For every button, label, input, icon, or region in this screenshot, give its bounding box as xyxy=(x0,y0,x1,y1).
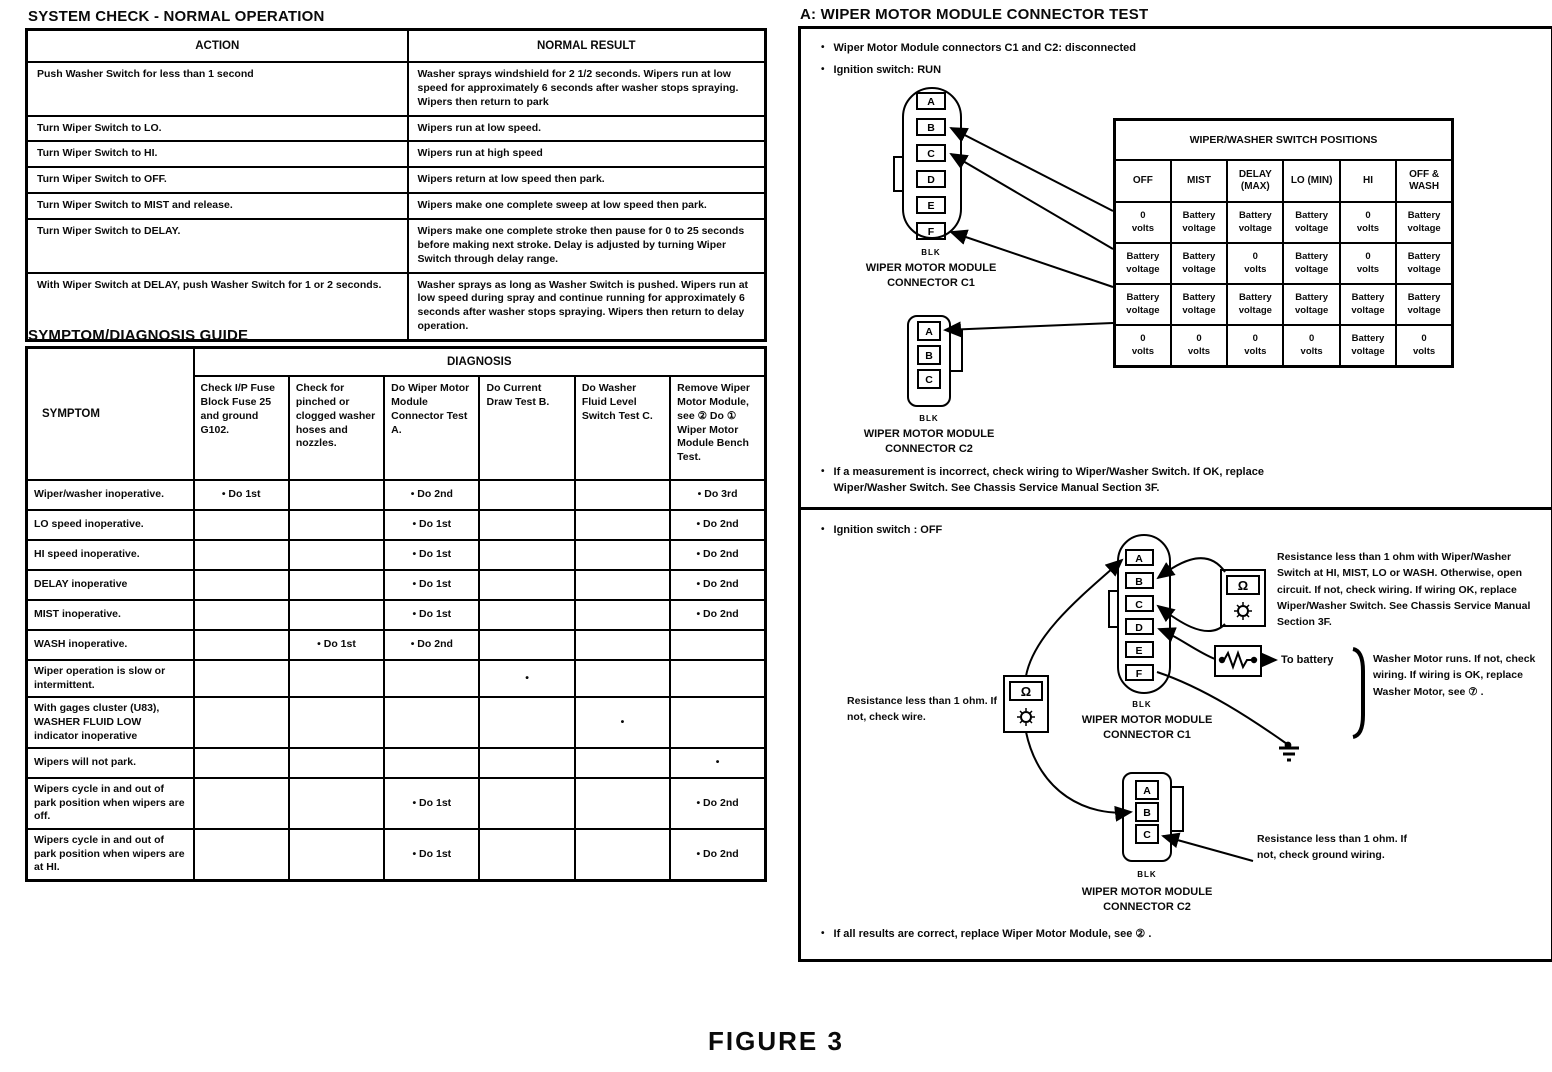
table-cell: Battery voltage xyxy=(1171,243,1227,284)
connector-c1-outline xyxy=(903,88,961,238)
table-cell: 0 volts xyxy=(1227,243,1283,284)
connector-c2-caption: WIPER MOTOR MODULE CONNECTOR C2 xyxy=(1081,886,1213,914)
table-cell: 0 volts xyxy=(1340,202,1396,243)
table-cell xyxy=(289,480,384,510)
measurement-note-text: If a measurement is incorrect, check wiring to Wiper/Washer Switch. If OK, replace Wiper/Washer Switch. See Chassis Service Manual Section 3F. xyxy=(833,466,1264,494)
switch-position-header: OFF xyxy=(1115,160,1171,202)
wire-b-to-table xyxy=(951,128,1113,211)
table-cell xyxy=(384,660,479,697)
pin-label: C xyxy=(1135,599,1143,611)
bullet-icon: • xyxy=(821,928,825,939)
connector-test-title: A: WIPER MOTOR MODULE CONNECTOR TEST xyxy=(800,6,1149,23)
pin-label: C xyxy=(925,374,933,386)
table-cell: Battery voltage xyxy=(1115,243,1171,284)
table-cell: 0 volts xyxy=(1115,325,1171,367)
table-cell xyxy=(194,778,289,829)
table-row xyxy=(27,219,766,273)
pin-label: A xyxy=(927,96,935,108)
pin-label: A xyxy=(925,326,933,338)
resistance-switch-note: Resistance less than 1 ohm with Wiper/Washer Switch at HI, MIST, LO or WASH. Otherwise, open circuit. If not, check wiring. If wiring OK, replace Wiper/Washer Switch. See Chassis Service Manual Section 3F. xyxy=(1277,551,1531,629)
table-cell xyxy=(194,510,289,540)
table-cell xyxy=(194,540,289,570)
bulb-rays xyxy=(1234,602,1252,620)
table-cell: Battery voltage xyxy=(1283,243,1339,284)
table-cell: Turn Wiper Switch to MIST and release. xyxy=(27,193,408,219)
ohm-symbol: Ω xyxy=(1020,684,1032,699)
table-cell: • Do 1st xyxy=(384,540,479,570)
table-cell: Battery voltage xyxy=(1396,284,1452,325)
table-cell xyxy=(289,570,384,600)
table-row xyxy=(27,570,766,600)
pin-label: F xyxy=(1135,668,1143,680)
table-cell xyxy=(575,570,670,600)
setup-bullet xyxy=(821,41,1136,57)
table-cell xyxy=(194,630,289,660)
table-cell: • Do 1st xyxy=(194,480,289,510)
table-cell: • Do 2nd xyxy=(670,600,765,630)
table-cell xyxy=(479,778,574,829)
table-cell xyxy=(479,829,574,880)
pin-label: B xyxy=(925,350,933,362)
final-note xyxy=(821,927,1151,943)
table-row xyxy=(27,660,766,697)
wire-c-to-table xyxy=(951,154,1113,249)
measurement-note xyxy=(821,465,1321,497)
table-cell xyxy=(479,570,574,600)
switch-position-header: OFF & WASH xyxy=(1396,160,1452,202)
table-cell xyxy=(575,829,670,880)
table-cell: • xyxy=(575,697,670,748)
pin-label: B xyxy=(1135,576,1143,588)
table-cell: WASH inoperative. xyxy=(27,630,194,660)
table-row xyxy=(27,778,766,829)
figure-caption: FIGURE 3 xyxy=(708,1026,844,1056)
table-cell: Wipers cycle in and out of park position when wipers are off. xyxy=(27,778,194,829)
symptom-diagnosis-table xyxy=(25,346,767,882)
pin-label: D xyxy=(1135,622,1143,634)
table-cell xyxy=(479,748,574,778)
table-cell: • xyxy=(479,660,574,697)
table-cell: • Do 2nd xyxy=(670,778,765,829)
table-row xyxy=(27,540,766,570)
table-cell xyxy=(575,660,670,697)
table-cell: Wipers will not park. xyxy=(27,748,194,778)
table-cell: 0 volts xyxy=(1283,325,1339,367)
diagnosis-column-header: Do Washer Fluid Level Switch Test C. xyxy=(575,376,670,480)
wire-c2a-to-table xyxy=(945,323,1113,330)
table-cell xyxy=(384,748,479,778)
to-battery-label: To battery xyxy=(1281,654,1334,666)
table-row xyxy=(27,630,766,660)
table-cell: 0 volts xyxy=(1171,325,1227,367)
switch-position-header: DELAY (MAX) xyxy=(1227,160,1283,202)
table-cell xyxy=(575,510,670,540)
table-cell: Wipers run at high speed xyxy=(408,141,766,167)
bulb-icon xyxy=(1238,606,1248,616)
table-cell xyxy=(289,778,384,829)
table-cell: DELAY inoperative xyxy=(27,570,194,600)
table-cell xyxy=(194,600,289,630)
table-cell: 0 volts xyxy=(1115,202,1171,243)
table-row xyxy=(27,141,766,167)
table-cell xyxy=(289,829,384,880)
table-cell: • Do 1st xyxy=(384,778,479,829)
connector-test-panel xyxy=(798,26,1552,962)
table-row xyxy=(27,116,766,142)
wire-ohmmeter-to-c2-pin-b xyxy=(1026,732,1131,813)
bulb-icon xyxy=(1021,712,1031,722)
table-cell: With gages cluster (U83), WASHER FLUID LOW indicator inoperative xyxy=(27,697,194,748)
table-cell xyxy=(194,829,289,880)
table-row xyxy=(1115,243,1453,284)
action-column-header: ACTION xyxy=(27,30,408,63)
switch-position-header: MIST xyxy=(1171,160,1227,202)
table-cell: Battery voltage xyxy=(1283,202,1339,243)
table-cell xyxy=(289,697,384,748)
resistance-ground-note: Resistance less than 1 ohm. If not, check ground wiring. xyxy=(1257,833,1407,862)
table-cell xyxy=(575,778,670,829)
table-cell xyxy=(479,540,574,570)
table-row xyxy=(27,748,766,778)
table-row xyxy=(1115,202,1453,243)
table-cell xyxy=(479,697,574,748)
table-cell: With Wiper Switch at DELAY, push Washer Switch for 1 or 2 seconds. xyxy=(27,273,408,341)
setup-bullet-text: Wiper Motor Module connectors C1 and C2: disconnected xyxy=(833,42,1136,54)
connector-c1-caption: WIPER MOTOR MODULE CONNECTOR C1 xyxy=(1081,714,1213,742)
table-cell xyxy=(575,748,670,778)
wire-ground-note-to-pin-c xyxy=(1163,836,1253,861)
switch-table-title: WIPER/WASHER SWITCH POSITIONS xyxy=(1115,120,1453,161)
table-row xyxy=(27,510,766,540)
table-cell: • Do 1st xyxy=(289,630,384,660)
table-cell: • Do 1st xyxy=(384,829,479,880)
table-header-row xyxy=(27,348,766,377)
table-cell: • Do 2nd xyxy=(670,829,765,880)
table-cell: Wipers make one complete sweep at low speed then park. xyxy=(408,193,766,219)
table-row xyxy=(27,62,766,116)
ohm-symbol: Ω xyxy=(1237,578,1249,593)
table-cell xyxy=(289,600,384,630)
table-row xyxy=(27,600,766,630)
table-cell: Battery voltage xyxy=(1227,284,1283,325)
table-cell: HI speed inoperative. xyxy=(27,540,194,570)
connector-c2-caption: WIPER MOTOR MODULE CONNECTOR C2 xyxy=(863,428,995,456)
table-cell: Battery voltage xyxy=(1340,284,1396,325)
table-cell: Battery voltage xyxy=(1340,325,1396,367)
table-cell: LO speed inoperative. xyxy=(27,510,194,540)
table-cell: • Do 2nd xyxy=(670,540,765,570)
pin-label: E xyxy=(1135,645,1143,657)
table-row xyxy=(27,697,766,748)
table-row xyxy=(27,480,766,510)
bulb-rays xyxy=(1017,708,1035,726)
bullet-icon: • xyxy=(821,524,825,535)
wire-color-label: BLK xyxy=(921,248,941,257)
table-cell xyxy=(289,540,384,570)
table-cell: • Do 1st xyxy=(384,600,479,630)
table-cell: Washer sprays windshield for 2 1/2 seconds. Wipers run at low speed for approximately 6 seconds after washer stops spraying. Wipers then return to park xyxy=(408,62,766,116)
wire-end-dot xyxy=(1286,743,1291,748)
table-cell xyxy=(194,570,289,600)
table-cell: Wipers run at low speed. xyxy=(408,116,766,142)
table-cell: • xyxy=(670,748,765,778)
table-cell xyxy=(479,480,574,510)
final-note-text: If all results are correct, replace Wiper Motor Module, see ② . xyxy=(833,928,1152,940)
table-cell: MIST inoperative. xyxy=(27,600,194,630)
system-check-title: SYSTEM CHECK - NORMAL OPERATION xyxy=(28,8,325,25)
table-cell: Turn Wiper Switch to HI. xyxy=(27,141,408,167)
table-row xyxy=(27,193,766,219)
setup-bullet xyxy=(821,63,941,79)
normal-result-column-header: NORMAL RESULT xyxy=(408,30,766,63)
table-header-row xyxy=(1115,160,1453,202)
pin-label: C xyxy=(1143,829,1151,841)
table-cell: Battery voltage xyxy=(1396,243,1452,284)
diagnosis-header: DIAGNOSIS xyxy=(194,348,766,377)
table-cell: Wiper operation is slow or intermittent. xyxy=(27,660,194,697)
table-cell: Battery voltage xyxy=(1115,284,1171,325)
pin-label: D xyxy=(927,174,935,186)
setup-bullet-text: Ignition switch: RUN xyxy=(833,64,942,76)
table-cell xyxy=(575,630,670,660)
bullet-icon: • xyxy=(821,466,825,477)
connector-c1-key-tab xyxy=(894,157,903,191)
connector-c1-caption: WIPER MOTOR MODULE CONNECTOR C1 xyxy=(865,262,997,290)
table-cell xyxy=(670,697,765,748)
table-cell xyxy=(670,630,765,660)
table-cell: Wipers return at low speed then park. xyxy=(408,167,766,193)
table-cell: Push Washer Switch for less than 1 second xyxy=(27,62,408,116)
table-cell: Battery voltage xyxy=(1171,202,1227,243)
table-cell: Battery voltage xyxy=(1396,202,1452,243)
table-cell: Turn Wiper Switch to DELAY. xyxy=(27,219,408,273)
table-cell: • Do 2nd xyxy=(384,480,479,510)
ground-icon xyxy=(1279,748,1299,760)
pin-label: C xyxy=(927,148,935,160)
table-cell: Wipers cycle in and out of park position when wipers are at HI. xyxy=(27,829,194,880)
diagnosis-column-header: Do Wiper Motor Module Connector Test A. xyxy=(384,376,479,480)
table-cell xyxy=(194,660,289,697)
table-cell: • Do 1st xyxy=(384,570,479,600)
washer-motor-note: Washer Motor runs. If not, check wiring. If wiring is OK, replace Washer Motor, see ⑦ . xyxy=(1373,653,1536,698)
pin-label: F xyxy=(927,226,935,238)
table-cell: • Do 2nd xyxy=(670,570,765,600)
table-cell xyxy=(194,748,289,778)
connector-c2-key-tab xyxy=(950,331,962,371)
table-cell xyxy=(384,697,479,748)
table-cell xyxy=(479,630,574,660)
resistor-zigzag xyxy=(1221,653,1251,667)
table-cell xyxy=(670,660,765,697)
connector-c1-key-tab xyxy=(1109,591,1118,627)
pin-label: A xyxy=(1143,785,1151,797)
table-cell: Wiper/washer inoperative. xyxy=(27,480,194,510)
ignition-off-text: Ignition switch : OFF xyxy=(833,524,943,536)
wire-color-label: BLK xyxy=(919,414,939,423)
diagnosis-column-header: Check I/P Fuse Block Fuse 25 and ground G102. xyxy=(194,376,289,480)
diagnosis-column-header: Check for pinched or clogged washer hoses and nozzles. xyxy=(289,376,384,480)
table-cell xyxy=(479,600,574,630)
wire-ohmmeter-to-pin-a xyxy=(1026,560,1122,676)
table-cell xyxy=(575,480,670,510)
system-check-table xyxy=(25,28,767,342)
symptom-guide-title: SYMPTOM/DIAGNOSIS GUIDE xyxy=(28,327,249,344)
wire-color-label: BLK xyxy=(1132,700,1152,709)
symptom-column-header: SYMPTOM xyxy=(27,348,194,481)
switch-positions-table xyxy=(1113,118,1454,368)
table-row xyxy=(1115,284,1453,325)
table-cell: 0 volts xyxy=(1227,325,1283,367)
table-row xyxy=(27,167,766,193)
table-cell xyxy=(575,540,670,570)
pin-label: B xyxy=(927,122,935,134)
table-cell: • Do 3rd xyxy=(670,480,765,510)
pin-label: A xyxy=(1135,553,1143,565)
terminal-dot xyxy=(1220,658,1224,662)
table-title-row xyxy=(1115,120,1453,161)
ignition-off-bullet xyxy=(821,523,942,539)
wire-resistor-to-pin-d xyxy=(1159,629,1215,659)
section-divider xyxy=(801,507,1551,510)
switch-position-header: HI xyxy=(1340,160,1396,202)
table-header-row xyxy=(27,30,766,63)
resistance-wire-note: Resistance less than 1 ohm. If not, check wire. xyxy=(847,695,997,724)
table-cell: Turn Wiper Switch to OFF. xyxy=(27,167,408,193)
table-row xyxy=(1115,325,1453,367)
table-cell: Battery voltage xyxy=(1171,284,1227,325)
bracket xyxy=(1353,649,1363,737)
table-cell xyxy=(575,600,670,630)
pin-label: B xyxy=(1143,807,1151,819)
diagnosis-column-header: Remove Wiper Motor Module, see ② Do ① Wiper Motor Module Bench Test. xyxy=(670,376,765,480)
terminal-dot xyxy=(1252,658,1256,662)
table-cell xyxy=(194,697,289,748)
table-cell xyxy=(479,510,574,540)
bullet-icon: • xyxy=(821,42,825,53)
switch-position-header: LO (MIN) xyxy=(1283,160,1339,202)
table-cell: • Do 2nd xyxy=(384,630,479,660)
table-cell xyxy=(289,748,384,778)
table-cell: 0 volts xyxy=(1340,243,1396,284)
pin-label: E xyxy=(927,200,935,212)
table-cell: Battery voltage xyxy=(1283,284,1339,325)
diagnosis-column-header: Do Current Draw Test B. xyxy=(479,376,574,480)
table-cell: Washer sprays as long as Washer Switch is pushed. Wipers run at low speed during spray and continue running for approximately 6 seconds after washer stops spraying. Wipers then return to delay operation. xyxy=(408,273,766,341)
table-cell: Turn Wiper Switch to LO. xyxy=(27,116,408,142)
table-cell xyxy=(289,660,384,697)
bullet-icon: • xyxy=(821,64,825,75)
table-row xyxy=(27,829,766,880)
table-cell: • Do 2nd xyxy=(670,510,765,540)
connector-c2-key-tab xyxy=(1171,787,1183,831)
wire-ohmmeter-to-pin-c xyxy=(1158,606,1225,631)
table-cell: • Do 1st xyxy=(384,510,479,540)
wire-color-label: BLK xyxy=(1137,870,1157,879)
wire-ohmmeter-to-pin-b xyxy=(1158,558,1225,578)
table-cell xyxy=(289,510,384,540)
table-cell: Battery voltage xyxy=(1227,202,1283,243)
table-cell: Wipers make one complete stroke then pause for 0 to 25 seconds before making next stroke. Delay is adjusted by turning Wiper Switch through delay range. xyxy=(408,219,766,273)
table-cell: 0 volts xyxy=(1396,325,1452,367)
